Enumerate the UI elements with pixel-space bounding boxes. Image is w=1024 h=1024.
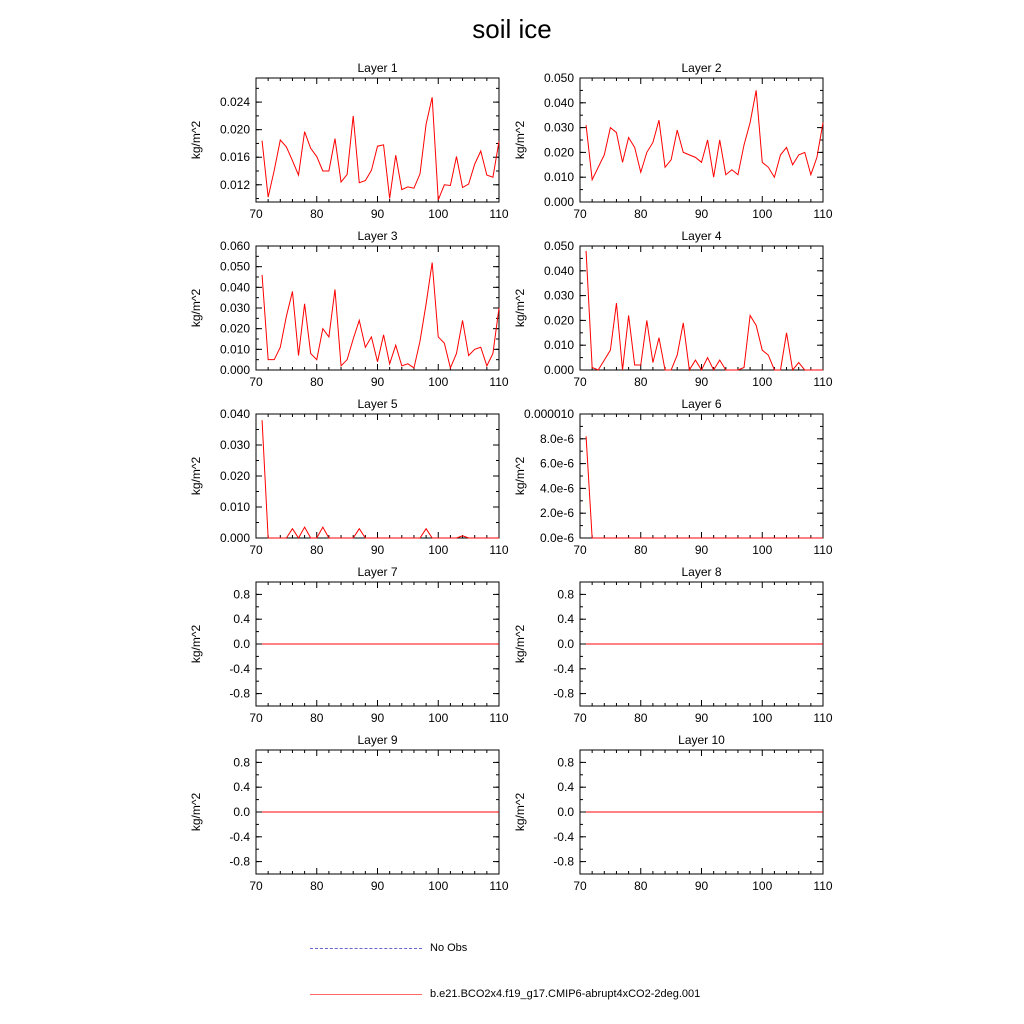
- legend-entry-model-run: [310, 988, 700, 1000]
- panel-title: Layer 10: [678, 733, 725, 747]
- y-tick-label: 0.000: [543, 363, 574, 377]
- y-tick-label: 0.010: [543, 338, 574, 353]
- y-tick-label: 0.050: [543, 239, 574, 253]
- x-tick-label: 90: [370, 375, 385, 389]
- figure-title: soil ice: [472, 14, 552, 44]
- y-tick-label: 0.040: [543, 95, 574, 110]
- x-tick-label: 90: [370, 543, 385, 557]
- series-line: [586, 90, 823, 179]
- x-tick-label: 70: [573, 879, 587, 893]
- y-tick-label: 0.030: [543, 288, 574, 303]
- panel-layer-8: [513, 565, 833, 725]
- panel-layer-7: [189, 565, 509, 725]
- x-tick-label: 100: [428, 711, 449, 725]
- series-line: [262, 97, 499, 200]
- y-tick-label: 0.4: [557, 780, 574, 795]
- x-tick-label: 110: [813, 543, 833, 557]
- x-tick-label: 100: [428, 375, 449, 389]
- y-tick-label: 0.4: [557, 612, 574, 627]
- y-tick-label: 0.000: [543, 195, 574, 209]
- x-tick-label: 80: [634, 711, 648, 725]
- x-tick-label: 70: [573, 207, 587, 221]
- x-tick-label: 90: [370, 879, 385, 893]
- panel-title: Layer 7: [357, 565, 398, 579]
- legend-swatch-dashed: [310, 948, 422, 949]
- y-tick-label: -0.4: [553, 661, 574, 676]
- x-tick-label: 80: [310, 711, 324, 725]
- y-tick-label: 0.020: [219, 469, 250, 483]
- y-axis-label: kg/m^2: [189, 120, 203, 160]
- panel-title: Layer 9: [357, 733, 398, 747]
- y-tick-label: 8.0e-6: [539, 431, 574, 446]
- panel-layer-4: [513, 229, 833, 389]
- x-tick-label: 100: [752, 543, 773, 557]
- x-tick-label: 80: [310, 375, 324, 389]
- y-tick-label: 0.020: [543, 313, 574, 328]
- y-tick-label: 0.8: [557, 587, 574, 602]
- plot-frame: [580, 78, 823, 202]
- y-tick-label: 0.030: [219, 438, 250, 452]
- y-tick-label: -0.8: [229, 854, 250, 869]
- y-tick-label: 0.4: [233, 780, 250, 795]
- y-tick-label: 0.000010: [523, 407, 574, 421]
- series-line: [262, 263, 499, 368]
- x-tick-label: 90: [370, 207, 385, 221]
- plot-frame: [580, 414, 823, 538]
- x-tick-label: 110: [813, 711, 833, 725]
- y-tick-label: 0.4: [233, 612, 250, 627]
- y-tick-label: 0.020: [543, 145, 574, 160]
- y-tick-label: 0.8: [557, 755, 574, 770]
- y-tick-label: -0.4: [553, 829, 574, 844]
- x-tick-label: 80: [310, 543, 324, 557]
- x-tick-label: 70: [249, 207, 263, 221]
- x-tick-label: 100: [428, 879, 449, 893]
- y-tick-label: -0.8: [553, 854, 574, 869]
- x-tick-label: 80: [634, 207, 648, 221]
- panel-title: Layer 3: [357, 229, 398, 243]
- x-tick-label: 70: [573, 375, 587, 389]
- series-line: [586, 436, 823, 538]
- y-tick-label: 0.050: [219, 259, 250, 274]
- x-tick-label: 100: [428, 543, 449, 557]
- x-tick-label: 70: [573, 543, 587, 557]
- y-tick-label: 0.010: [219, 342, 250, 357]
- panel-layer-5: [189, 397, 509, 557]
- panel-layer-10: [513, 733, 833, 893]
- panel-layer-6: [513, 397, 833, 557]
- x-tick-label: 100: [752, 207, 773, 221]
- y-tick-label: 0.020: [219, 321, 250, 336]
- y-tick-label: -0.4: [229, 829, 250, 844]
- panel-title: Layer 6: [681, 397, 722, 411]
- plot-frame: [256, 78, 499, 202]
- y-tick-label: 0.010: [543, 170, 574, 185]
- y-tick-label: 0.000: [219, 363, 250, 377]
- y-tick-label: 2.0e-6: [539, 506, 574, 521]
- legend-label: b.e21.BCO2x4.f19_g17.CMIP6-abrupt4xCO2-2deg.001: [430, 988, 701, 1000]
- y-tick-label: 0.040: [543, 263, 574, 278]
- y-tick-label: 0.016: [219, 150, 250, 165]
- y-axis-label: kg/m^2: [189, 456, 203, 496]
- panel-title: Layer 8: [681, 565, 722, 579]
- panel-title: Layer 5: [357, 397, 398, 411]
- x-tick-label: 110: [489, 711, 509, 725]
- y-tick-label: 0.060: [219, 239, 250, 253]
- x-tick-label: 110: [813, 879, 833, 893]
- x-tick-label: 70: [249, 879, 263, 893]
- y-tick-label: 0.0: [233, 637, 250, 651]
- x-tick-label: 90: [694, 879, 709, 893]
- y-tick-label: 0.0: [557, 805, 574, 819]
- y-tick-label: 0.030: [219, 301, 250, 315]
- x-tick-label: 80: [310, 207, 324, 221]
- y-tick-label: 0.012: [219, 177, 250, 192]
- y-tick-label: 0.040: [219, 407, 250, 421]
- y-axis-label: kg/m^2: [513, 120, 527, 160]
- plot-frame: [256, 414, 499, 538]
- x-tick-label: 90: [694, 543, 709, 557]
- y-tick-label: -0.4: [229, 661, 250, 676]
- x-tick-label: 90: [694, 207, 709, 221]
- panel-layer-1: [189, 61, 509, 221]
- panel-layer-9: [189, 733, 509, 893]
- y-tick-label: 0.010: [219, 500, 250, 514]
- y-tick-label: 0.8: [233, 755, 250, 770]
- y-tick-label: 0.024: [219, 95, 250, 110]
- x-tick-label: 80: [634, 543, 648, 557]
- x-tick-label: 80: [310, 879, 324, 893]
- panel-title: Layer 4: [681, 229, 722, 243]
- y-tick-label: 0.0: [233, 805, 250, 819]
- y-axis-label: kg/m^2: [189, 624, 203, 664]
- panel-layer-3: [189, 229, 509, 389]
- x-tick-label: 110: [489, 375, 509, 389]
- y-axis-label: kg/m^2: [189, 792, 203, 832]
- x-tick-label: 100: [428, 207, 449, 221]
- panel-layer-2: [513, 61, 833, 221]
- x-tick-label: 110: [489, 543, 509, 557]
- y-tick-label: 0.050: [543, 71, 574, 85]
- x-tick-label: 110: [489, 207, 509, 221]
- y-axis-label: kg/m^2: [513, 456, 527, 496]
- y-axis-label: kg/m^2: [513, 792, 527, 832]
- x-tick-label: 100: [752, 879, 773, 893]
- y-tick-label: 0.040: [219, 280, 250, 295]
- legend-swatch-solid: [310, 994, 422, 995]
- x-tick-label: 80: [634, 375, 648, 389]
- x-tick-label: 90: [694, 375, 709, 389]
- y-tick-label: 0.8: [233, 587, 250, 602]
- legend-entry-no-obs: [310, 942, 467, 954]
- x-tick-label: 70: [249, 543, 263, 557]
- x-tick-label: 90: [694, 711, 709, 725]
- y-tick-label: -0.8: [229, 686, 250, 701]
- y-tick-label: 0.020: [219, 122, 250, 137]
- x-tick-label: 110: [813, 375, 833, 389]
- y-axis-label: kg/m^2: [513, 624, 527, 664]
- x-tick-label: 90: [370, 711, 385, 725]
- y-tick-label: 4.0e-6: [539, 481, 574, 496]
- series-line: [586, 251, 823, 370]
- series-line: [262, 420, 499, 538]
- y-axis-label: kg/m^2: [513, 288, 527, 328]
- panel-title: Layer 2: [681, 61, 722, 75]
- x-tick-label: 70: [573, 711, 587, 725]
- y-tick-label: 0.0e-6: [539, 531, 574, 545]
- y-tick-label: -0.8: [553, 686, 574, 701]
- x-tick-label: 70: [249, 711, 263, 725]
- y-tick-label: 0.030: [543, 120, 574, 135]
- y-tick-label: 0.0: [557, 637, 574, 651]
- x-tick-label: 110: [813, 207, 833, 221]
- y-axis-label: kg/m^2: [189, 288, 203, 328]
- y-tick-label: 6.0e-6: [539, 456, 574, 471]
- plot-frame: [256, 246, 499, 370]
- y-tick-label: 0.000: [219, 531, 250, 545]
- legend-label: No Obs: [430, 942, 468, 954]
- x-tick-label: 110: [489, 879, 509, 893]
- panel-title: Layer 1: [357, 61, 398, 75]
- x-tick-label: 70: [249, 375, 263, 389]
- x-tick-label: 100: [752, 711, 773, 725]
- x-tick-label: 100: [752, 375, 773, 389]
- x-tick-label: 80: [634, 879, 648, 893]
